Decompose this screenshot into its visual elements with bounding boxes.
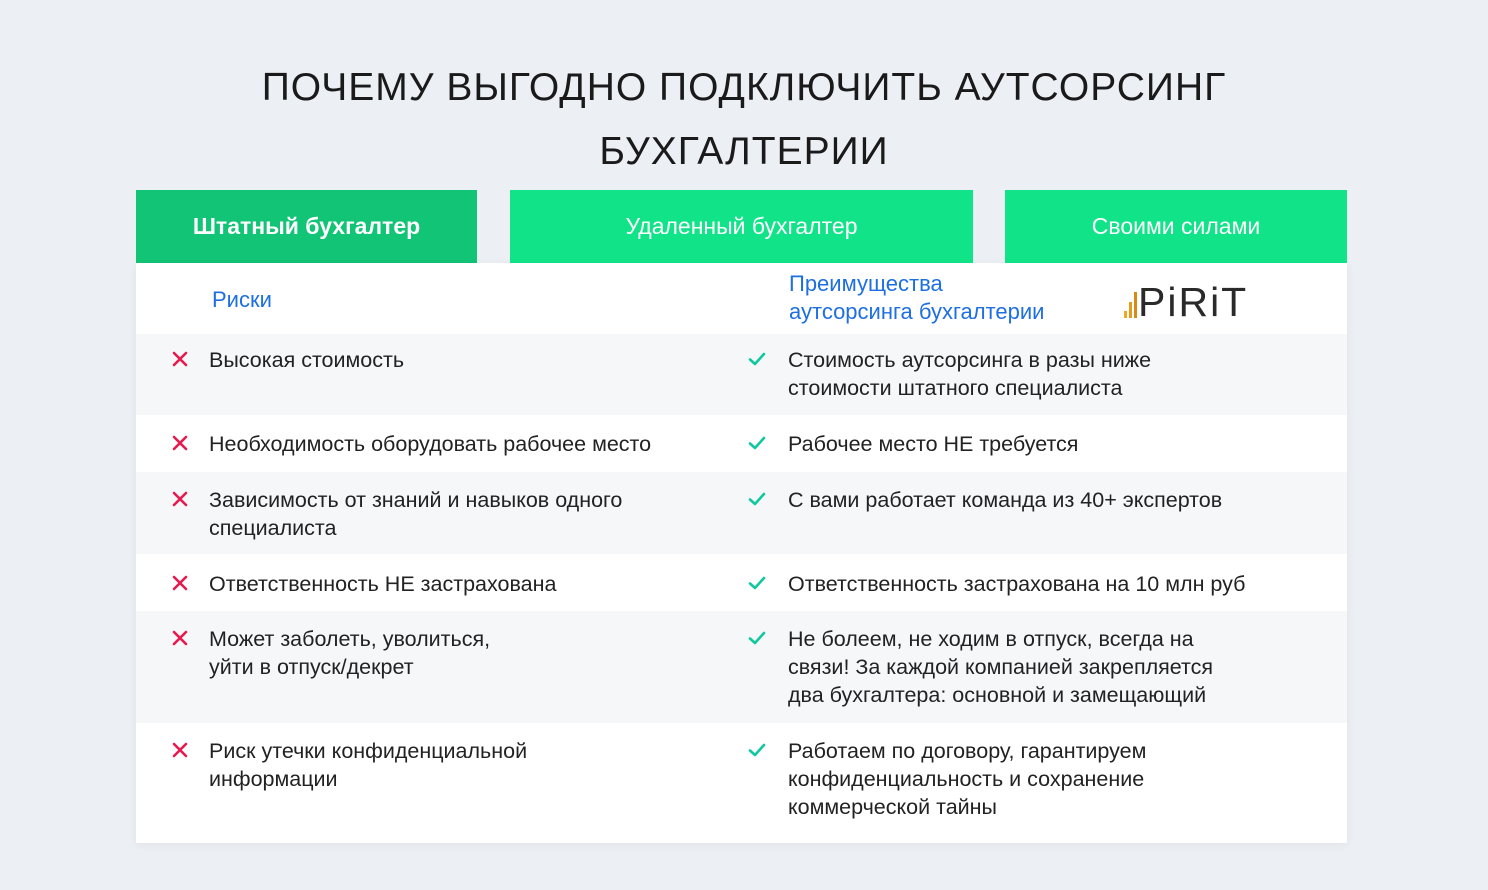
tab-remote-accountant[interactable]: Удаленный бухгалтер <box>510 190 973 263</box>
check-icon <box>748 741 766 759</box>
risk-text: Риск утечки конфиденциальной информации <box>209 739 528 791</box>
cross-icon <box>171 574 189 592</box>
pirit-logo <box>1124 281 1252 319</box>
advantages-heading-line-1: Преимущества <box>789 271 943 296</box>
page-title <box>0 56 1488 184</box>
risk-text: Ответственность НЕ застрахована <box>209 572 557 596</box>
check-icon <box>748 629 766 647</box>
advantage-text: Ответственность застрахована на 10 млн руб <box>788 572 1246 596</box>
check-icon <box>748 574 766 592</box>
advantages-heading <box>789 270 1044 326</box>
advantage-text: С вами работает команда из 40+ экспертов <box>788 488 1223 512</box>
cross-icon <box>171 350 189 368</box>
page-title-line-1: ПОЧЕМУ ВЫГОДНО ПОДКЛЮЧИТЬ АУТСОРСИНГ <box>261 66 1227 109</box>
advantages-heading-line-2: аутсорсинга бухгалтерии <box>789 299 1045 324</box>
tab-own-resources[interactable]: Своими силами <box>1005 190 1347 263</box>
risk-text: Высокая стоимость <box>209 348 405 372</box>
tab-staff-accountant[interactable]: Штатный бухгалтер <box>136 190 477 263</box>
cross-icon <box>171 741 189 759</box>
risks-heading: Риски <box>212 287 272 312</box>
advantage-text: Рабочее место НЕ требуется <box>788 432 1079 456</box>
advantage-text: Работаем по договору, гарантируем конфиденциальность и сохранение коммерческой тайны <box>788 739 1147 819</box>
advantage-text: Не болеем, не ходим в отпуск, всегда на связи! За каждой компанией закрепляется два бухгалтера: основной и замещающий <box>788 627 1214 707</box>
check-icon <box>748 490 766 508</box>
page-title-line-2: БУХГАЛТЕРИИ <box>599 130 889 173</box>
advantage-text: Стоимость аутсорсинга в разы ниже стоимости штатного специалиста <box>788 348 1152 400</box>
risk-text: Может заболеть, уволиться, уйти в отпуск/декрет <box>209 627 491 679</box>
cross-icon <box>171 434 189 452</box>
check-icon <box>748 350 766 368</box>
risk-text: Необходимость оборудовать рабочее место <box>209 432 652 456</box>
cross-icon <box>171 629 189 647</box>
svg-text:PiRiT: PiRiT <box>1138 281 1249 319</box>
cross-icon <box>171 490 189 508</box>
risk-text: Зависимость от знаний и навыков одного специалиста <box>209 488 623 540</box>
check-icon <box>748 434 766 452</box>
